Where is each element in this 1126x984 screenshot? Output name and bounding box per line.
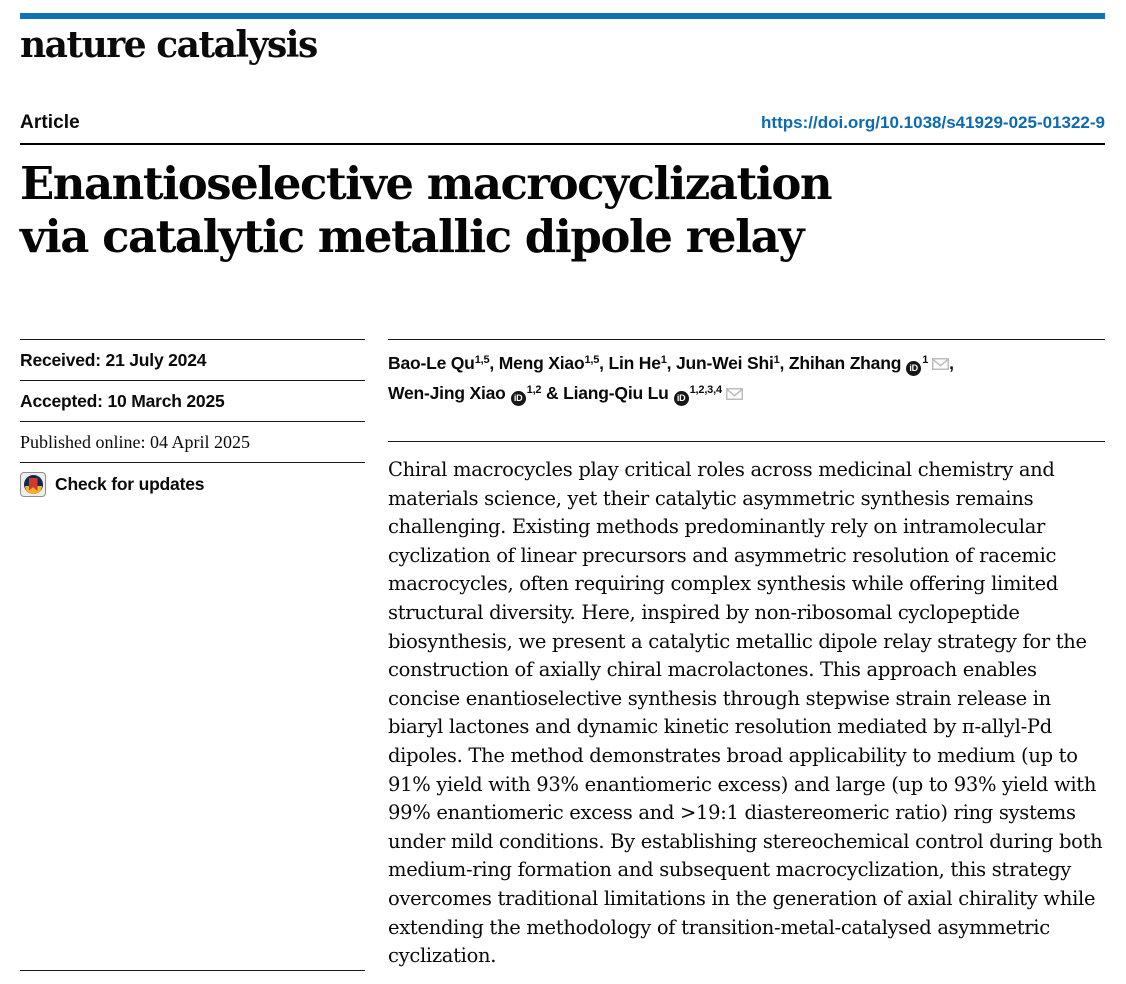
check-for-updates-button[interactable] (20, 462, 365, 506)
author-affiliation-superscript: 1 (922, 354, 929, 366)
author-affiliation-superscript: 1,2,3,4 (689, 384, 722, 396)
author-list: Bao-Le Qu$^{1,5}$, Meng Xiao$^{1,5}$, Lin He$^1$, Jun-Wei Shi$^1$, Zhihan Zhang $iD^1$ , Wen-Jing Xiao iD$^{1,2}$ & Liang-Qiu Lu iD$^{1,2,3,4}$ (388, 340, 1105, 410)
author-affiliation-superscript: 1,5 (474, 354, 490, 366)
email-icon[interactable] (932, 351, 949, 378)
crossmark-circle (24, 475, 43, 494)
email-icon[interactable] (726, 381, 743, 408)
title-line-1: Enantioselective macrocyclization (20, 157, 832, 210)
author-affiliation-superscript: 1,2 (526, 384, 542, 396)
content-columns (20, 339, 1105, 971)
brand-bar (20, 13, 1105, 19)
author-affiliation-superscript: 1 (773, 354, 780, 366)
check-for-updates-label: Check for updates (55, 474, 205, 494)
article-first-page (20, 0, 1105, 971)
journal-logo: nature catalysis (20, 24, 317, 66)
received-date: Received: 21 July 2024 (20, 339, 365, 380)
abstract-text: Chiral macrocycles play critical roles across medicinal chemistry and materials science, yet their catalytic asymmetric synthesis remains challenging. Existing methods predominantly rely on intramolecular cyclization of linear precursors and asymmetric resolution of racemic macrocycles, often requiring complex synthesis while offering limited structural diversity. Here, inspired by non-ribosomal cyclopeptide biosynthesis, we present a catalytic metallic dipole relay strategy for the construction of axially chiral macrolactones. This approach enables concise enantioselective synthesis through stepwise strain release in biaryl lactones and dynamic kinetic resolution mediated by π-allyl-Pd dipoles. The method demonstrates broad applicability to medium (up to 91% yield with 93% enantiomeric excess) and large (up to 93% yield with 99% enantiomeric excess and >19:1 diastereomeric ratio) ring systems under mild conditions. By establishing stereochemical control during both medium-ring formation and subsequent macrocyclization, this strategy overcomes traditional limitations in the generation of axial chirality while extending the methodology of transition-metal-catalysed asymmetric cyclization. (388, 458, 1103, 968)
published-date: Published online: 04 April 2025 (20, 421, 365, 462)
orcid-icon[interactable]: iD (674, 391, 689, 406)
page-title (20, 157, 1105, 263)
article-header (20, 112, 1105, 134)
header-divider (20, 143, 1105, 145)
orcid-icon[interactable]: iD (906, 361, 921, 376)
article-main-panel (388, 339, 1105, 971)
crossmark-icon (20, 472, 46, 497)
accepted-date: Accepted: 10 March 2025 (20, 380, 365, 421)
orcid-icon[interactable]: iD (511, 391, 526, 406)
article-type-label: Article (20, 112, 80, 133)
title-line-2: via catalytic metallic dipole relay (20, 210, 803, 263)
article-meta-panel (20, 339, 365, 971)
doi-link[interactable]: https://doi.org/10.1038/s41929-025-01322-9 (761, 113, 1105, 132)
author-affiliation-superscript: 1,5 (584, 354, 600, 366)
author-affiliation-superscript: 1 (660, 354, 667, 366)
